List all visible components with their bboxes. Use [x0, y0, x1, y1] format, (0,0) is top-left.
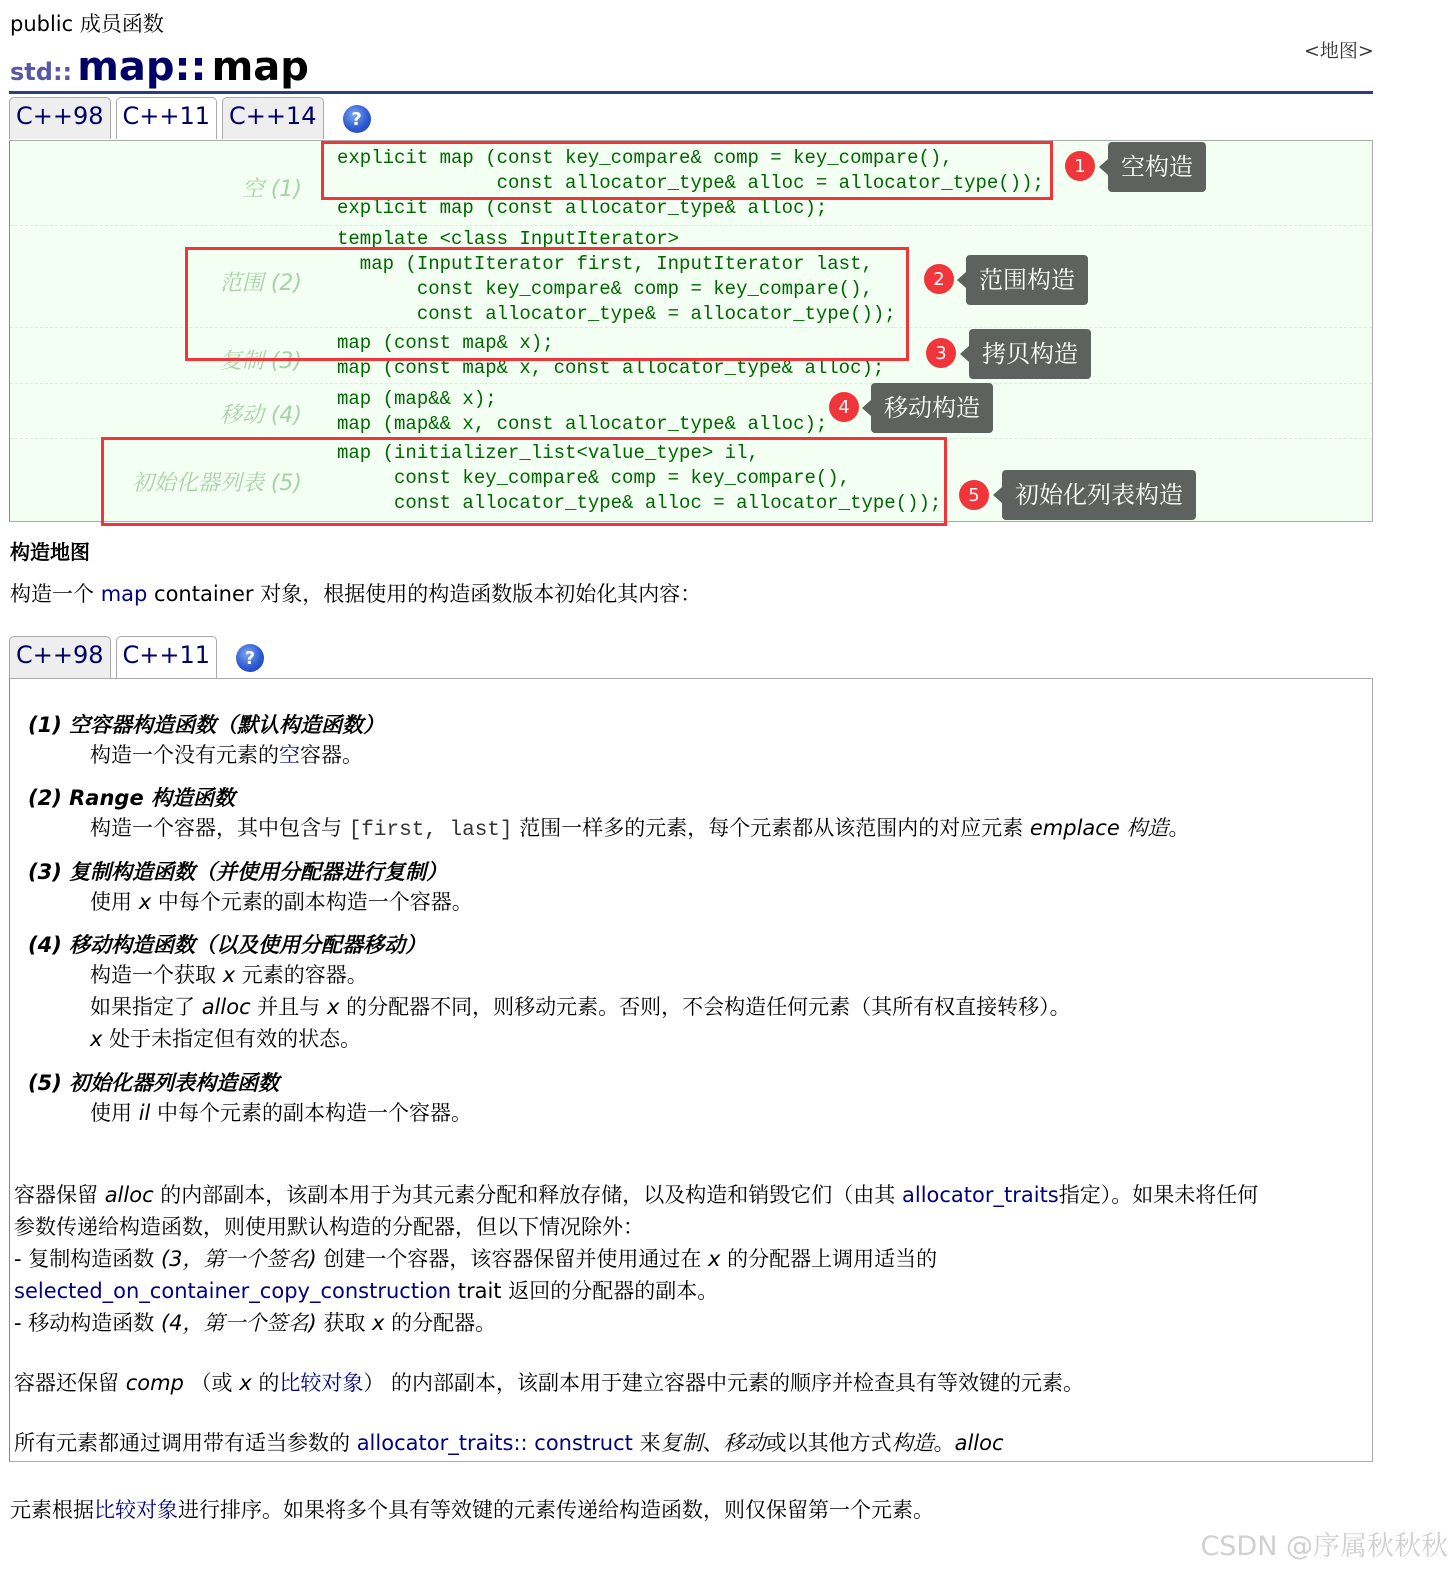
section-heading: 构造地图 [10, 540, 90, 564]
param-alloc: alloc [104, 1183, 154, 1207]
text: 所有元素都通过调用带有适当参数的 [14, 1431, 357, 1455]
code-line: map (const map& x, const allocator_type& alloc); [337, 357, 885, 379]
text: 。 [1168, 816, 1190, 840]
text: 的 [251, 1371, 280, 1395]
callout-number-2: 2 [924, 264, 954, 294]
section-kicker: public 成员函数 [10, 12, 164, 36]
code-line: template <class InputIterator> [337, 228, 680, 250]
title-namespace: std:: [10, 58, 73, 86]
code-line: map (initializer_list<value_type> il, [337, 442, 759, 464]
code-line: const key_compare& comp = key_compare(), [337, 278, 873, 300]
select-on-copy-link[interactable]: selected_on_container_copy_construction [14, 1279, 452, 1303]
tab-cpp11[interactable]: C++11 [116, 97, 218, 139]
param-alloc: alloc [954, 1431, 1004, 1455]
callout-number-4: 4 [829, 392, 859, 422]
callout-range-construct: 范围构造 [966, 255, 1088, 305]
param-x: x [138, 890, 152, 914]
item-body [90, 812, 1189, 847]
comparator-paragraph [14, 1367, 1084, 1399]
text: 、 [702, 1431, 724, 1455]
compare-object-link[interactable]: 比较对象 [94, 1498, 178, 1522]
allocator-traits-construct-link[interactable]: allocator_traits:: construct [356, 1431, 633, 1455]
highlight-box-5 [101, 437, 947, 526]
text: 或以其他方式 [765, 1431, 892, 1455]
emphasis: emplace 构造 [1029, 816, 1169, 840]
prototype-label: 初始化器列表 (5) [131, 471, 302, 496]
code-line: explicit map (const allocator_type& alloc); [337, 197, 828, 219]
text: 进行排序。如果将多个具有等效键的元素传递给构造函数，则仅保留第一个元素。 [178, 1498, 934, 1522]
text: 的分配器不同，则移动元素。否则，不会构造任何元素（其所有权直接转移）。 [339, 995, 1071, 1019]
footer-text [10, 1494, 934, 1524]
code-line: map (map&& x, const allocator_type& alloc); [337, 413, 828, 435]
prototype-label: 空 (1) [241, 177, 302, 202]
item-heading: (4) 移动构造函数（以及使用分配器移动） [28, 933, 427, 957]
text: 获取 [316, 1311, 373, 1335]
text: 容器保留 [14, 1183, 105, 1207]
param-x: x [90, 1027, 103, 1051]
text: 使用 [90, 1101, 139, 1125]
item-range-constructor [28, 782, 1189, 847]
highlight-box-1 [321, 141, 1053, 200]
text: 指定）。如果未将任何 [1058, 1183, 1259, 1207]
text: 容器还保留 [14, 1371, 126, 1395]
text: - 移动构造函数 [14, 1311, 161, 1335]
allocator-traits-link[interactable]: allocator_traits [901, 1183, 1059, 1207]
text: 创建一个容器，该容器保留并使用通过在 [316, 1247, 709, 1271]
item-heading: (3) 复制构造函数（并使用分配器进行复制） [28, 860, 448, 884]
map-class-link[interactable]: map [100, 582, 148, 606]
text: 参数传递给构造函数，则使用默认构造的分配器，但以下情况除外： [14, 1215, 644, 1239]
item-body [90, 1097, 472, 1129]
callout-empty-construct: 空构造 [1108, 142, 1206, 192]
text: 如果指定了 [90, 995, 202, 1019]
text: （或 [183, 1371, 240, 1395]
emphasis: (3，第一个签名) [160, 1247, 317, 1271]
construct-paragraph [14, 1427, 1004, 1459]
item-body [90, 959, 1071, 1055]
text: ） 的内部副本，该副本用于建立容器中元素的顺序并检查具有等效键的元素。 [363, 1371, 1085, 1395]
code-line: const key_compare& comp = key_compare(), [337, 467, 851, 489]
title-divider [9, 91, 1373, 94]
intro-pre: 构造一个 [10, 582, 101, 606]
desc-version-tabs [9, 636, 264, 678]
text: 中每个元素的副本构造一个容器。 [150, 1101, 473, 1125]
item-empty-constructor [28, 709, 384, 771]
param-x: x [239, 1371, 252, 1395]
item-copy-constructor [28, 856, 473, 918]
text: 使用 [90, 890, 139, 914]
text: 范围一样多的元素，每个元素都从该范围内的对应元素 [512, 816, 1030, 840]
callout-number-3: 3 [926, 338, 956, 368]
text: 构造一个没有元素的 [90, 743, 279, 767]
param-x: x [372, 1311, 385, 1335]
help-icon[interactable]: ? [236, 644, 264, 672]
item-heading: (1) 空容器构造函数（默认构造函数） [28, 713, 385, 737]
text: 中每个元素的副本构造一个容器。 [151, 890, 473, 914]
text: 容器。 [300, 743, 363, 767]
item-body [90, 886, 473, 918]
code-line: explicit map (const key_compare& comp = key_compare(), [337, 147, 953, 169]
text: 构造一个容器，其中包含与 [90, 816, 349, 840]
highlight-box-2 [185, 247, 909, 361]
param-x: x [326, 995, 340, 1019]
emphasis: 构造 [891, 1431, 934, 1455]
item-move-constructor [28, 929, 1071, 1055]
text: trait 返回的分配器的副本。 [451, 1279, 719, 1303]
page-title [10, 44, 309, 90]
param-x: x [708, 1247, 721, 1271]
callout-number-5: 5 [959, 480, 989, 510]
emphasis: (4，第一个签名) [160, 1311, 317, 1335]
callout-move-construct: 移动构造 [871, 383, 993, 433]
callout-number-1: 1 [1065, 151, 1095, 181]
tab-cpp11[interactable]: C++11 [116, 636, 218, 678]
code-line: map (InputIterator first, InputIterator last, [337, 253, 873, 275]
map-link[interactable]: <地图> [1304, 40, 1374, 62]
tab-cpp98[interactable]: C++98 [9, 636, 111, 678]
code-range: [first, last] [348, 819, 513, 842]
text: 元素根据 [10, 1498, 94, 1522]
text: - 复制构造函数 [14, 1247, 161, 1271]
text: 。 [933, 1431, 955, 1455]
compare-object-link[interactable]: 比较对象 [279, 1371, 364, 1395]
text: 的分配器上调用适当的 [720, 1247, 938, 1271]
title-function: map [211, 44, 309, 90]
text: 来 [632, 1431, 661, 1455]
code-line: const allocator_type& = allocator_type()); [337, 303, 896, 325]
tab-cpp14[interactable]: C++14 [222, 97, 324, 139]
text: 的分配器。 [384, 1311, 497, 1335]
code-line: map (const map& x); [337, 332, 554, 354]
item-heading: (5) 初始化器列表构造函数 [28, 1071, 280, 1095]
code-line: map (map&& x); [337, 388, 497, 410]
intro-text [10, 578, 701, 608]
code-line: const allocator_type& alloc = allocator_type()); [337, 172, 1044, 194]
prototype-label: 范围 (2) [219, 271, 302, 296]
help-icon[interactable]: ? [343, 105, 371, 133]
empty-link[interactable]: 空 [279, 743, 300, 767]
text: 元素的容器。 [235, 963, 368, 987]
text: 并且与 [250, 995, 327, 1019]
item-heading: (2) Range 构造函数 [28, 786, 235, 810]
param-alloc: alloc [201, 995, 251, 1019]
title-class: map:: [77, 44, 207, 90]
emphasis: 复制 [660, 1431, 703, 1455]
watermark: CSDN @序属秋秋秋 [1200, 1531, 1448, 1562]
param-il: il [138, 1101, 151, 1125]
callout-copy-construct: 拷贝构造 [969, 329, 1091, 379]
intro-post: container 对象，根据使用的构造函数版本初始化其内容： [147, 582, 702, 606]
tab-cpp98[interactable]: C++98 [9, 97, 111, 139]
item-body [90, 739, 384, 771]
text: 处于未指定但有效的状态。 [102, 1027, 362, 1051]
text: 的内部副本，该副本用于为其元素分配和释放存储，以及构造和销毁它们（由其 [153, 1183, 902, 1207]
emphasis: 移动 [723, 1431, 766, 1455]
callout-initializer-list-construct: 初始化列表构造 [1002, 470, 1196, 520]
param-x: x [222, 963, 236, 987]
param-comp: comp [125, 1371, 184, 1395]
prototype-label: 移动 (4) [219, 403, 302, 428]
prototype-label: 复制 (3) [219, 349, 302, 374]
item-initializer-list-constructor [28, 1067, 472, 1129]
code-line: const allocator_type& alloc = allocator_type()); [337, 492, 942, 514]
prototype-row-move [10, 383, 1372, 438]
text: 构造一个获取 [90, 963, 223, 987]
top-version-tabs [9, 97, 371, 139]
description-panel [9, 678, 1373, 1462]
allocator-paragraph [14, 1179, 1258, 1339]
